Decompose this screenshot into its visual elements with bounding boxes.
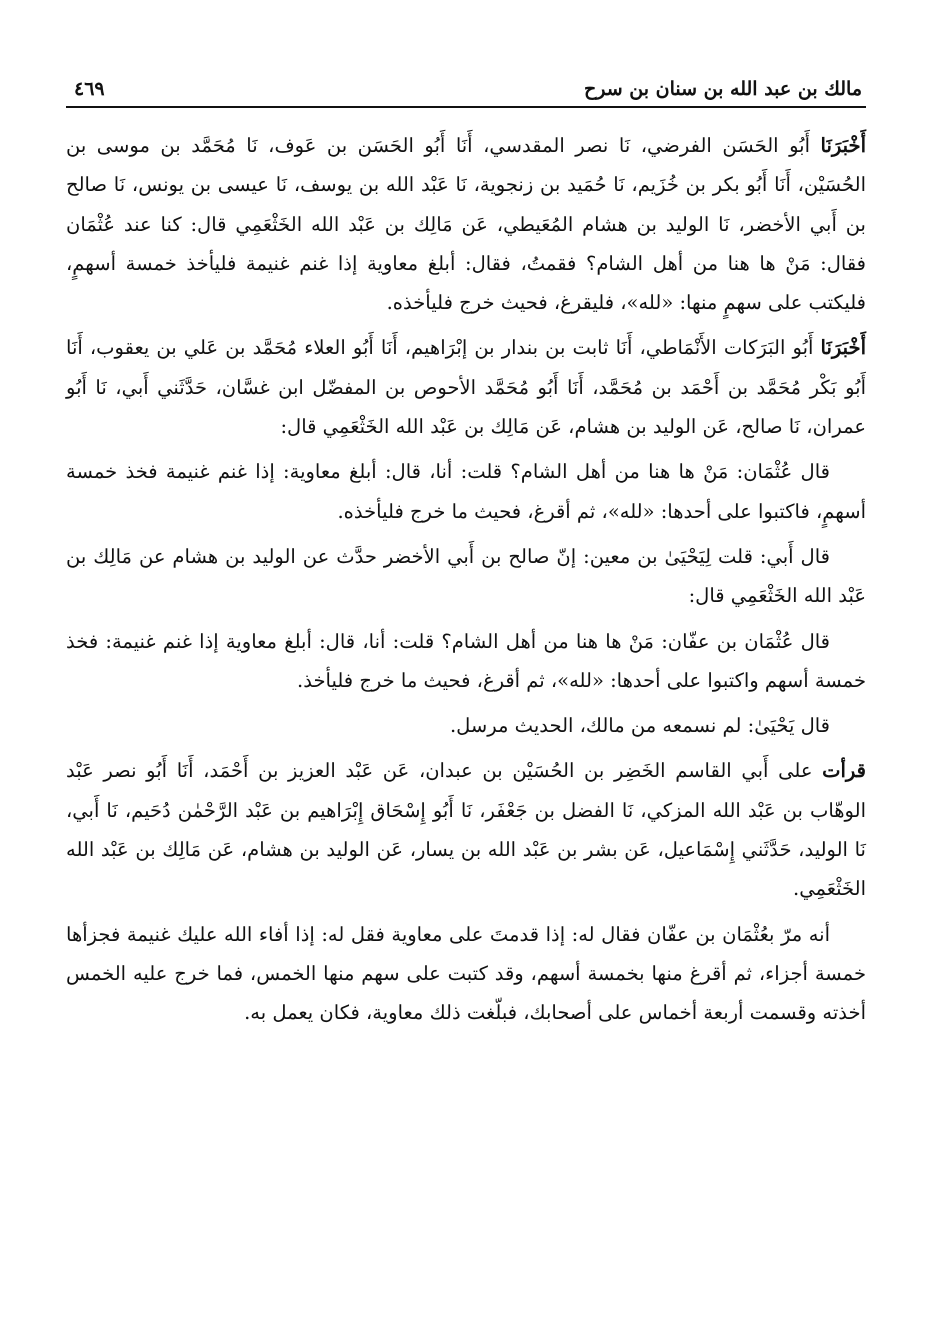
paragraph-8 xyxy=(66,915,866,1033)
paragraph-lead-word: أَخْبَرَنَا xyxy=(820,336,866,360)
page-number: ٤٦٩ xyxy=(74,78,105,100)
paragraph-7 xyxy=(66,751,866,908)
paragraph-text: أَبُو الحَسَن الفرضي، نَا نصر المقدسي، أَنَا أَبُو الحَسَن بن عَوف، نَا مُحَمَّد بن موسى بن الحُسَيْن، أَنَا أَبُو بكر بن خُزَيم، نَا حُمَيد بن زنجوية، نَا عَبْد الله بن يوسف، نَا عيسى بن يونس، نَا صالح بن أَبي الأخضر، نَا الوليد بن هشام المُعَيطي، عَن مَالِك بن عَبْد الله الخَثْعَمِي قال: كنا عند عُثْمَان فقال: مَنْ ها هنا من أهل الشام؟ فقمتُ، فقال: أبلغ معاوية إذا غنم غنيمة فليأخذ خمسة أسهمٍ، فليكتب على سهمٍ منها: «لله»، فليقرغ، فحيث خرج فليأخذه. xyxy=(66,134,866,315)
paragraph-text: قال عُثْمَان بن عفّان: مَنْ ها هنا من أهل الشام؟ قلت: أنا، قال: أبلغ معاوية إذا غنم غنيمة: فخذ خمسة أسهم واكتبوا على أحدها: «لله»، ثم أقرغ، فحيث ما خرج فليأخذ. xyxy=(66,629,866,692)
paragraph-1 xyxy=(66,126,866,322)
paragraph-text: قال أَبي: قلت لِيَحْيَىٰ بن معين: إنّ صالح بن أَبي الأخضر حدَّث عن الوليد بن هشام عن مَالِك بن عَبْد الله الخَثْعَمِي قال: xyxy=(66,544,866,608)
paragraph-4 xyxy=(66,537,866,616)
paragraph-text: قال عُثْمَان: مَنْ ها هنا من أهل الشام؟ قلت: أنا، قال: أبلغ معاوية: إذا غنم غنيمة فخذ خمسة أسهمٍ، فاكتبوا على أحدها: «لله»، ثم أقرغ، فحيث ما خرج فليأخذه. xyxy=(66,460,866,523)
paragraph-text: على أَبي القاسم الخَضِر بن الحُسَيْن بن عبدان، عَن عَبْد العزيز بن أَحْمَد، أَنَا أَبُو نصر عَبْد الوهّاب بن عَبْد الله المزكي، نَا الفضل بن جَعْفَر، نَا أَبُو إِسْحَاق إِبْرَاهيم بن عَبْد الرَّحْمٰن دُحَيم، نَا أَبي، نَا الوليد، حَدَّثَني إِسْمَاعيل، عَن بشر بن عَبْد الله بن يسار، عَن الوليد بن هشام، عَن مَالِك بن عَبْد الله الخَثْعَمِي. xyxy=(66,759,866,901)
paragraph-text: قال يَحْيَىٰ: لم نسمعه من مالك، الحديث مرسل. xyxy=(449,714,830,738)
page-body xyxy=(66,126,866,1033)
paragraph-text: أَبُو البَرَكات الأَنْمَاطي، أَنَا ثابت بن بندار بن إبْرَاهيم، أَنَا أَبُو العلاء مُحَمَّد بن عَلي بن يعقوب، أَنَا أَبُو بَكْر مُحَمَّد بن أَحْمَد بن مُحَمَّد، أَنَا أَبُو مُحَمَّد الأحوص بن المفضّل ابن غسَّان، حَدَّثَني أَبي، نَا أَبُو عمران، نَا صالح، عَن الوليد بن هشام، عَن مَالِك بن عَبْد الله الخَثْعَمِي قال: xyxy=(66,336,866,439)
running-title: مالك بن عبد الله بن سنان بن سرح xyxy=(584,78,862,100)
paragraph-text: أنه مرّ بعُثْمَان بن عفّان فقال له: إذا قدمتَ على معاوية فقل له: إذا أفاء الله عليك غنيمة فجزأها خمسة أجزاء، ثم أقرغ منها بخمسة أسهم، وقد كتبت على سهم منها الخمس، فما خرج عليه الخمس أخذته وقسمت أربعة أخماس على أصحابك، فبلّغت ذلك معاوية، فكان يعمل به. xyxy=(66,922,866,1025)
paragraph-5 xyxy=(66,622,866,701)
paragraph-2 xyxy=(66,328,866,446)
paragraph-lead-word: قرأت xyxy=(822,759,866,783)
paragraph-6 xyxy=(66,706,866,745)
paragraph-3 xyxy=(66,452,866,531)
paragraph-lead-word: أَخْبَرَنَا xyxy=(820,134,866,157)
running-header xyxy=(66,64,866,108)
